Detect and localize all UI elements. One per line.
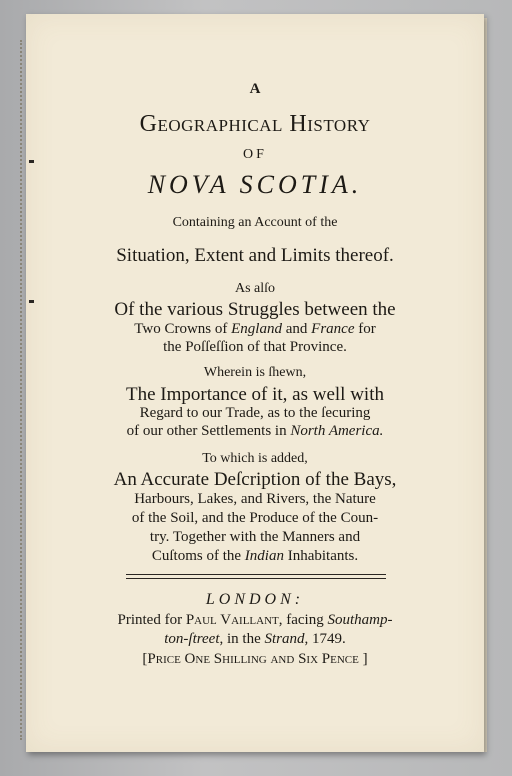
text-span: Printed for xyxy=(117,612,186,628)
imprint-line-2 xyxy=(26,632,484,647)
title-line-1: Geographical History xyxy=(139,111,371,137)
title-of: OF xyxy=(243,147,267,162)
struggles-line-3: the Poſſeſſion of that Province. xyxy=(163,339,347,355)
strand-italic: Strand xyxy=(264,631,305,647)
description-line-1: An Accurate Deſcription of the Bays, xyxy=(113,469,397,490)
title-line-2: NOVA SCOTIA. xyxy=(147,170,363,199)
text-span: of our other Settlements in xyxy=(126,423,291,439)
situation-line: Situation, Extent and Limits thereof. xyxy=(116,245,394,266)
text-span: and xyxy=(281,321,312,337)
importance-line-1: The Importance of it, as well with xyxy=(125,384,384,405)
text-span: , 1749. xyxy=(304,631,346,647)
importance-line-2: Regard to our Trade, as to the ſecuring xyxy=(139,405,371,421)
containing-line: Containing an Account of the xyxy=(172,215,338,230)
double-rule-top xyxy=(126,574,386,575)
north-america-italic: North America. xyxy=(290,423,384,439)
text-span: , facing xyxy=(278,612,328,628)
importance-line-3 xyxy=(26,424,484,439)
text-span: Cuſtoms of the xyxy=(151,548,245,564)
imprint-place: LONDON: xyxy=(205,591,305,608)
text-span: , in the xyxy=(219,631,265,647)
street-italic: ton-ſtreet xyxy=(164,631,220,647)
price-line: [Price One Shilling and Six Pence ] xyxy=(142,651,368,667)
indian-italic: Indian xyxy=(244,548,284,564)
description-line-4: try. Together with the Manners and xyxy=(149,529,361,545)
struggles-line-2 xyxy=(26,322,484,337)
street-italic: Southamp- xyxy=(327,612,393,628)
description-line-3: of the Soil, and the Produce of the Coun- xyxy=(131,510,379,526)
description-line-2: Harbours, Lakes, and Rivers, the Nature xyxy=(134,491,376,507)
wherein-line: Wherein is ſhewn, xyxy=(203,365,307,380)
as-also-line: As alſo xyxy=(234,281,276,296)
imprint-line-1 xyxy=(26,613,484,628)
printer-name: Paul Vaillant xyxy=(185,612,279,628)
text-span: Two Crowns of xyxy=(134,321,232,337)
added-line: To which is added, xyxy=(202,451,308,466)
text-span: Inhabitants. xyxy=(283,548,359,564)
title-article: A xyxy=(249,81,261,97)
france-italic: France xyxy=(311,321,355,337)
double-rule-bottom xyxy=(126,578,386,579)
text-span: for xyxy=(354,321,376,337)
description-line-5 xyxy=(26,549,484,564)
struggles-line-1: Of the various Struggles between the xyxy=(114,299,396,320)
england-italic: England xyxy=(231,321,282,337)
